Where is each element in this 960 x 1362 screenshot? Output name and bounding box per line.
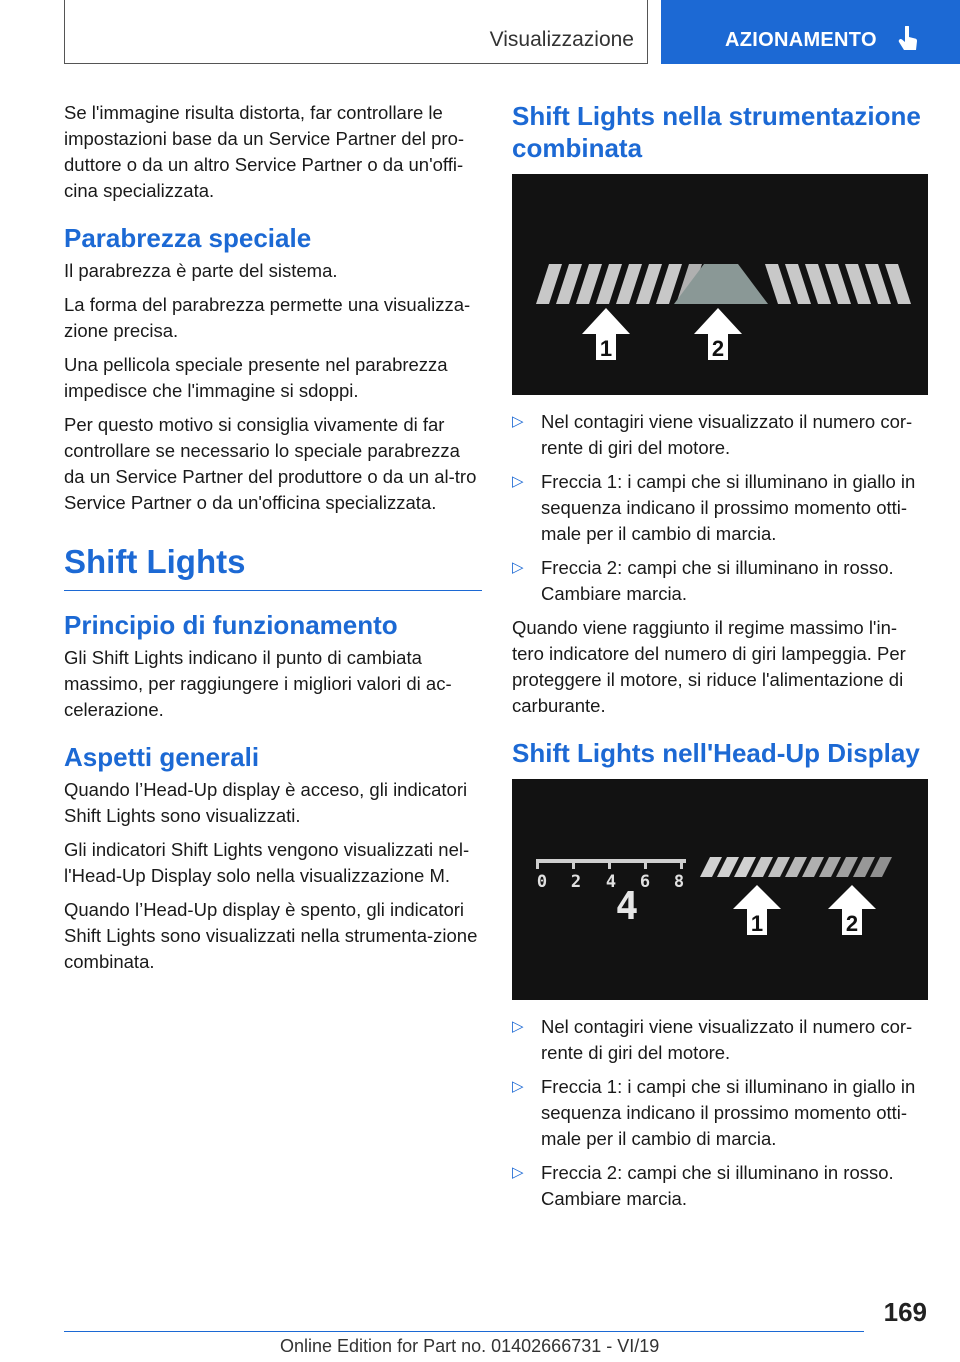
paragraph: Quando viene raggiunto il regime massimo l'in-tero indicatore del numero di giri lampeggia. Per proteggere il motore, si riduce l'alimentazione di carburante. <box>512 617 906 716</box>
bullet-triangle-icon: ▷ <box>512 413 524 430</box>
list-item: ▷ Freccia 2: campi che si illuminano in rosso. Cambiare marcia. <box>512 1162 894 1209</box>
shift-light-segments <box>536 264 911 304</box>
heading-parabrezza: Parabrezza speciale <box>64 223 312 253</box>
paragraph: Gli indicatori Shift Lights vengono visualizzati nel-l'Head-Up Display solo nella visualizzazione M. <box>64 839 470 886</box>
hud-shift-light-segments <box>700 857 892 877</box>
heading-strumentazione: Shift Lights nella strumentazione combinata <box>512 101 921 163</box>
heading-hud: Shift Lights nell'Head-Up Display <box>512 738 920 768</box>
paragraph: Quando l’Head-Up display è acceso, gli indicatori Shift Lights sono visualizzati. <box>64 779 468 826</box>
bullet-triangle-icon: ▷ <box>512 1078 524 1095</box>
list-item: ▷ Freccia 2: campi che si illuminano in rosso. Cambiare marcia. <box>512 557 894 604</box>
bullet-triangle-icon: ▷ <box>512 559 524 576</box>
list-item: ▷ Freccia 1: i campi che si illuminano in giallo in sequenza indicano il prossimo momento otti-male per il cambio di marcia. <box>512 471 916 544</box>
gear-indicator: 4 <box>615 884 639 928</box>
left-column <box>64 100 482 983</box>
hud-arrow-1-label: 1 <box>750 911 764 936</box>
bullet-triangle-icon: ▷ <box>512 473 524 490</box>
list-item: ▷ Freccia 1: i campi che si illuminano in giallo in sequenza indicano il prossimo momento otti-male per il cambio di marcia. <box>512 1076 916 1149</box>
chapter-tab-label: AZIONAMENTO <box>725 29 877 51</box>
arrow-1-label: 1 <box>599 336 613 361</box>
bullet-triangle-icon: ▷ <box>512 1164 524 1181</box>
hud-arrow-2-label: 2 <box>845 911 859 936</box>
rpm-scale <box>536 859 686 869</box>
bullet-list-2 <box>512 1014 928 1212</box>
hand-pointer-icon <box>897 26 921 57</box>
heading-aspetti: Aspetti generali <box>64 742 260 772</box>
intro-paragraph: Se l'immagine risulta distorta, far controllare le impostazioni base da un Service Partner del pro-duttore o da un altro Service Partner o da un'offi-cina specializzata. <box>64 102 465 201</box>
scale-label: 6 <box>639 872 651 892</box>
list-item: ▷ Nel contagiri viene visualizzato il numero cor-rente di giri del motore. <box>512 411 913 458</box>
scale-label: 4 <box>605 872 617 892</box>
scale-label: 2 <box>570 872 582 892</box>
list-item: ▷ Nel contagiri viene visualizzato il numero cor-rente di giri del motore. <box>512 1016 913 1063</box>
heading-principio: Principio di funzionamento <box>64 610 398 640</box>
figure-head-up-display <box>512 779 928 1000</box>
chapter-tab[interactable] <box>661 0 960 64</box>
bullet-triangle-icon: ▷ <box>512 1018 524 1035</box>
heading-shift-lights: Shift Lights <box>64 538 482 591</box>
scale-label: 0 <box>536 872 548 892</box>
paragraph: Quando l’Head-Up display è spento, gli indicatori Shift Lights sono visualizzati nella strumenta-zione combinata. <box>64 899 478 972</box>
paragraph: Per questo motivo si consiglia vivamente di far controllare se necessario lo speciale parabrezza da un Service Partner del produttore o da un al-tro Service Partner o da un'officina specializzata. <box>64 414 477 513</box>
right-column <box>512 100 928 1220</box>
paragraph: Il parabrezza è parte del sistema. <box>64 260 338 281</box>
paragraph: Gli Shift Lights indicano il punto di cambiata massimo, per raggiungere i migliori valori di ac-celerazione. <box>64 647 452 720</box>
bullet-list-1 <box>512 409 928 607</box>
footer-divider <box>64 1331 864 1332</box>
paragraph: La forma del parabrezza permette una visualizza-zione precisa. <box>64 294 471 341</box>
arrow-2-label: 2 <box>711 336 725 361</box>
paragraph: Una pellicola speciale presente nel parabrezza impedisce che l'immagine si sdoppi. <box>64 354 448 401</box>
scale-label: 8 <box>673 872 685 892</box>
page-number: 169 <box>883 1297 927 1327</box>
section-title: Visualizzazione <box>489 28 634 51</box>
figure-instrument-cluster <box>512 174 928 395</box>
edition-text: Online Edition for Part no. 01402666731 - VI/19 <box>280 1336 660 1356</box>
